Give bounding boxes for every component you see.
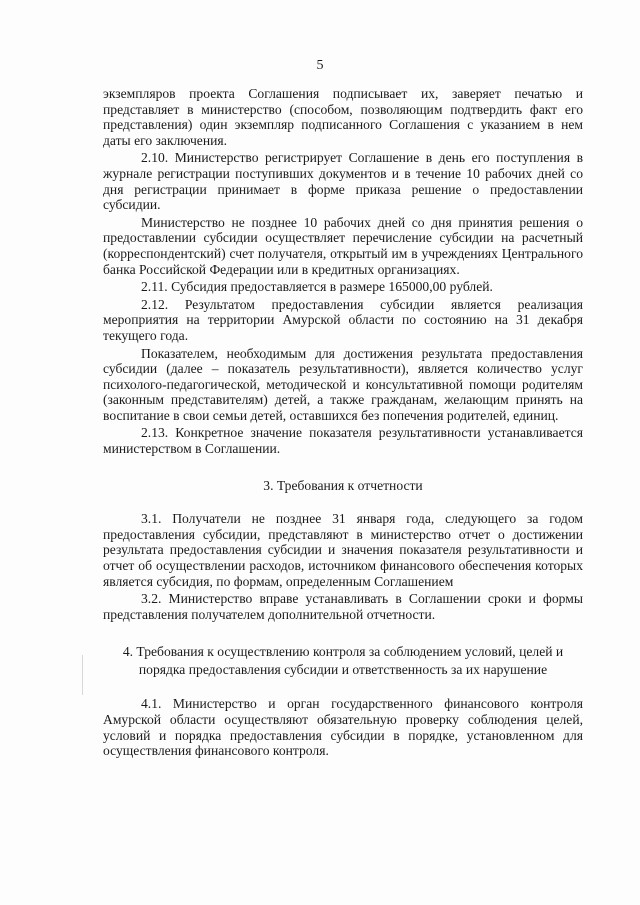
paragraph-indicator: Показателем, необходимым для достижения результата предоставления субсидии (далее – показатель результативности), является количество услуг психолого-педагогической, методической и консультативной помощи родителям (законным представителям) детей, а также гражданам, желающим принять на воспитание в свои семьи детей, оставшихся без попечения родителей, единиц.: [103, 345, 583, 423]
scan-artifact: [82, 655, 83, 695]
paragraph-2-11: 2.11. Субсидия предоставляется в размере 165000,00 рублей.: [141, 279, 493, 295]
paragraph-2-10: 2.10. Министерство регистрирует Соглашение в день его поступления в журнале регистрации поступивших документов и в течение 10 рабочих дней со дня регистрации принимает в форме приказа решение о предоставлении субсидии.: [103, 150, 583, 213]
paragraph-continuation: экземпляров проекта Соглашения подписывает их, заверяет печатью и представляет в министерство (способом, позволяющим подтвердить факт его представления) один экземпляр подписанного Соглашения с указанием в нем даты его заключения.: [103, 86, 583, 148]
paragraph-transfer: Министерство не позднее 10 рабочих дней со дня принятия решения о предоставлении субсидии осуществляет перечисление субсидии на расчетный (корреспондентский) счет получателя, открытый им в учреждениях Центрального банка Российской Федерации или в кредитных организациях.: [103, 214, 583, 277]
section-heading-4: 4. Требования к осуществлению контроля за соблюдением условий, целей и порядка предоставления субсидии и ответственность за их нарушение: [122, 644, 564, 678]
paragraph-2-13: 2.13. Конкретное значение показателя результативности устанавливается министерством в Соглашении.: [103, 425, 583, 457]
document-body: [103, 86, 583, 759]
paragraph-3-1: 3.1. Получатели не позднее 31 января года, следующего за годом предоставления субсидии, представляют в министерство отчет о достижении результата предоставления субсидии и значения показателя результативности и отчет об осуществлении расходов, источником финансового обеспечения которых является субсидия, по формам, определенным Соглашением: [103, 511, 583, 589]
paragraph-4-1: 4.1. Министерство и орган государственного финансового контроля Амурской области осуществляют обязательную проверку соблюдения целей, условий и порядка предоставления субсидии в порядке, установленном для осуществления финансового контроля.: [103, 696, 583, 759]
section-heading-3: 3. Требования к отчетности: [263, 477, 423, 493]
paragraph-2-12: 2.12. Результатом предоставления субсидии является реализация мероприятия на территории Амурской области по состоянию на 31 декабря текущего года.: [103, 296, 583, 343]
page-number: 5: [316, 58, 324, 73]
paragraph-3-2: 3.2. Министерство вправе устанавливать в Соглашении сроки и формы представления получателем дополнительной отчетности.: [103, 591, 583, 622]
